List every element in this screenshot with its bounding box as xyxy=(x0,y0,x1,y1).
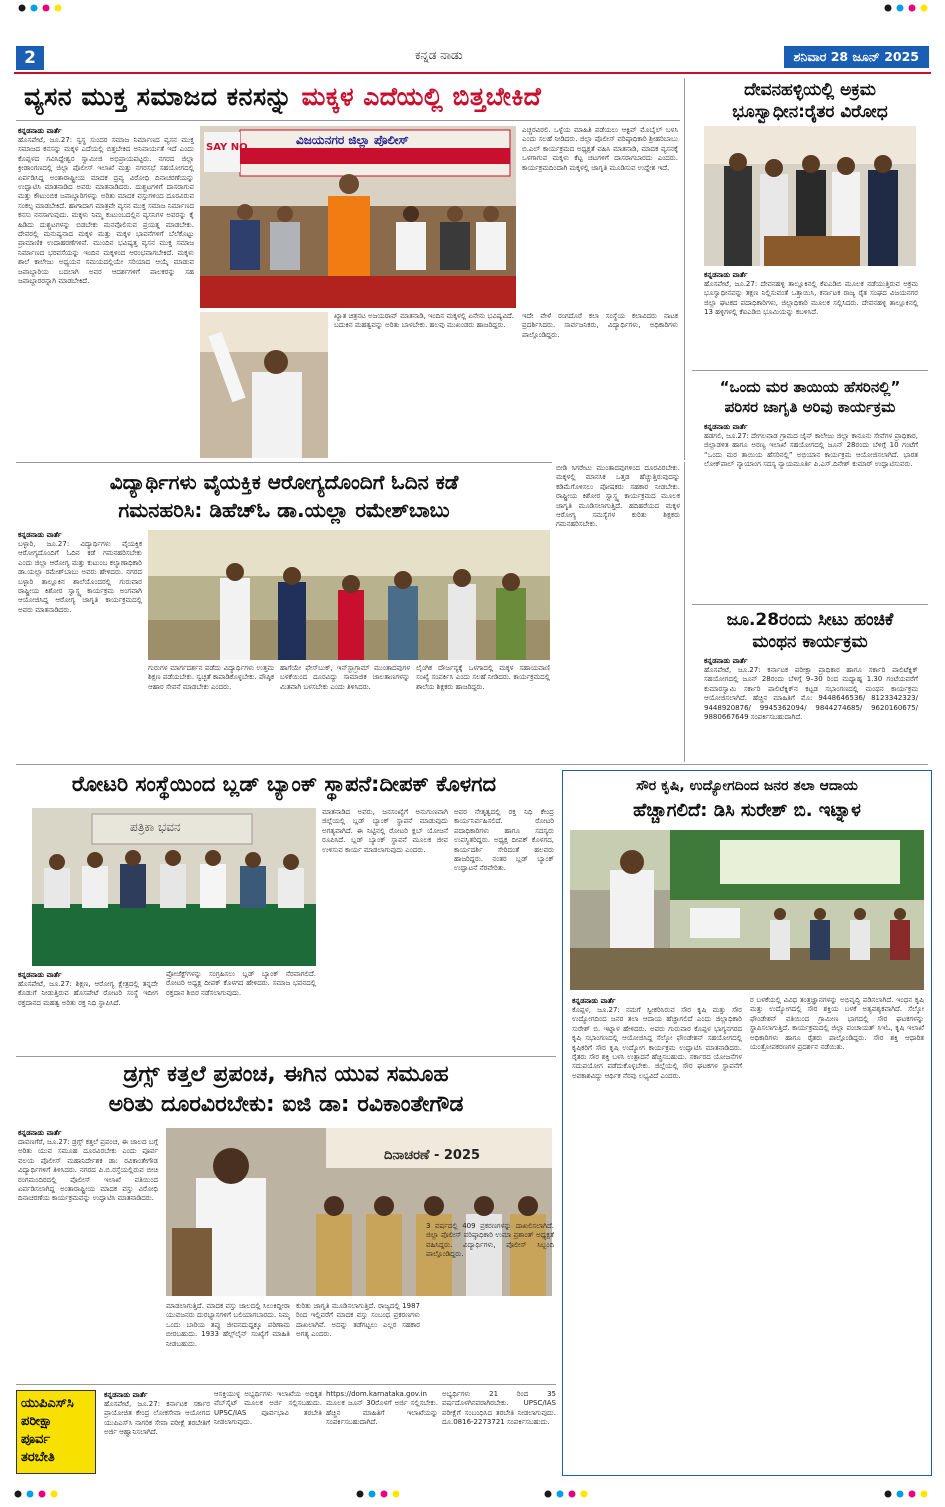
registration-dots-top xyxy=(0,1,945,15)
upsc-box-line-2: ಪರೀಕ್ಷಾ xyxy=(21,1414,53,1429)
story1-photo xyxy=(200,126,516,308)
story5-column-3: ಕುರಿತು ಜಾಗೃತಿ ಮೂಡಿಸಲಾಗುತ್ತಿದೆ. ರಾಜ್ಯದಲ್ಲಿ 1987 ರಿಂದ ಇಲ್ಲಿವರೆಗೆ ಮಾದಕ ವಸ್ತು ಸಂಬಂಧ ಪ್ರಕರಣಗಳು ದಾಖಲಾಗಿವೆ. ಅದನ್ನು ತಡೆಗಟ್ಟಲು ಎಲ್ಲರ ಸಹಕಾರ ಅಗತ್ಯ ಎಂದರು. xyxy=(296,1302,420,1339)
registration-marks-top xyxy=(0,0,945,14)
story2-column-3: ಹಾಗೆಯೇ ಫೇಸ್‌ಬುಕ್, ಇನ್‌ಸ್ಟಾಗ್ರಾಮ್ ಮುಂತಾದವುಗಳ ಬಳಕೆಯಿಂದ ದೂರವಿದ್ದು ಸಾಮಾಜಿಕ ಜಾಲತಾಣಗಳನ್ನು ಮಿತವಾಗಿ ಬಳಸಬೇಕು ಎಂದು ತಿಳಿಸಿದರು. xyxy=(280,664,410,691)
newspaper-brand: ಕನ್ನಡ ನಾಡು xyxy=(415,48,463,62)
sidebar1-body: ಹೊಸಪೇಟೆ, ಜೂ.27: ದೇವನಹಳ್ಳಿ ತಾಲ್ಲೂಕಿನಲ್ಲಿ ಕೆಐಎಡಿಬಿ ಮೂಲಕ ನಡೆಯುತ್ತಿರುವ ಅಕ್ರಮ ಭೂಸ್ವಾಧೀನವನ್ನು ತಕ್ಷಣ ನಿಲ್ಲಿಸುವಂತೆ ಒತ್ತಾಯಿಸಿ, ಕರ್ನಾಟಕ ರಾಜ್ಯ ರೈತ ಸಂಘದ ವಿಜಯನಗರ ಜಿಲ್ಲಾ ಘಟಕದ ಪದಾಧಿಕಾರಿಗಳು, ಜಿಲ್ಲಾಧಿಕಾರಿ ಮೂಲಕ ಸಲ್ಲಿಸಿದರು. ದೇವನಹಳ್ಳಿ ತಾಲ್ಲೂಕಿನಲ್ಲಿ 13 ಹಳ್ಳಿಗಳಲ್ಲಿ ಕೆಐಎಡಿಬಿ ಭೂಮಿಯನ್ನು ಕಬಳಿಸಿದೆ. xyxy=(704,280,918,317)
sidebar3-headline-1: ಜೂ.28ರಂದು ಸೀಟು ಹಂಚಿಕೆ xyxy=(726,610,894,630)
story1-column-4: ಇದೇ ವೇಳೆ ರಂಗದೊರೆ ಕಲಾ ಸಂಸ್ಥೆಯ ಕಲಾವಿದರು ನಾಟಕ ಪ್ರದರ್ಶಿಸಿದರು. ಸಾರ್ವಜನಿಕರು, ವಿದ್ಯಾರ್ಥಿಗಳು, ಅಧಿಕಾರಿಗಳು ಪಾಲ್ಗೊಂಡಿದ್ದರು. xyxy=(522,312,678,339)
sidebar2-rule xyxy=(692,604,928,605)
upsc-box-line-1: ಯುಪಿಎಸ್‌ಸಿ xyxy=(21,1396,74,1411)
story1-headline xyxy=(24,82,541,112)
story1-byline: ಕನ್ನಡನಾಡು ವಾರ್ತೆ xyxy=(18,126,62,135)
story1-headline-black: ವ್ಯಸನ ಮುಕ್ತ ಸಮಾಜದ ಕನಸನ್ನು xyxy=(24,82,302,111)
story4-byline: ಕನ್ನಡನಾಡು ವಾರ್ತೆ xyxy=(572,996,616,1005)
story5-byline: ಕನ್ನಡನಾಡು ವಾರ್ತೆ xyxy=(18,1128,62,1137)
story4-column-1: ಕೊಪ್ಪಳ, ಜೂ.27: ನಮಗೆ ಸ್ವೀಕರಿಸಿರುವ ಸೌರ ಕೃಷಿ ಮತ್ತು ಸೌರ ಉದ್ಯೋಗದಿಂದ ಜನರ ತಲಾ ಆದಾಯ ಹೆಚ್ಚಾಗಲಿದೆ ಎಂದು ಜಿಲ್ಲಾಧಿಕಾರಿ ಸುರೇಶ್ ಬಿ. ಇಟ್ನಾಳ ಹೇಳಿದರು. ಅವರು ಗುರುವಾರ ಕೊಪ್ಪಳ ಭಾಗ್ಯನಗರದ ಕೃಷಿ ಸಭಾಂಗಣದಲ್ಲಿ ಆಯೋಜಿಸಿದ್ದ ಸೆಲ್ಕೋ ಫೌಂಡೇಶನ್ ಸಹಯೋಗದಲ್ಲಿ ಕೃಷಿಕರಿಗೆ ಸೌರ ಕೃಷಿ ಉದ್ಯೋಗ ಕಾರ್ಯಕ್ರಮ ಉದ್ಘಾಟಿಸಿ ಮಾತನಾಡಿದರು. ರೈತರು ಸೌರ ಶಕ್ತಿ ಬಳಸಿ ಉತ್ಪಾದನೆ ಹೆಚ್ಚಿಸಬಹುದು. ಸರ್ಕಾರದ ಯೋಜನೆಗಳ ಸದುಪಯೋಗ ಪಡೆದುಕೊಳ್ಳಬೇಕು. ಜಿಲ್ಲೆಯಲ್ಲಿ ಸೌರ ಘಟಕಗಳ ಸ್ಥಾಪನೆಗೆ ಅವಕಾಶವಿದ್ದು ಆರ್ಥಿಕ ನೆರವು ಲಭ್ಯವಿದೆ ಎಂದರು. xyxy=(572,1006,742,1080)
story5-column-4: 3 ವರ್ಷದಲ್ಲಿ 409 ಪ್ರಕರಣಗಳನ್ನು ದಾಖಲಿಸಲಾಗಿದೆ. ಜಿಲ್ಲಾ ಪೊಲೀಸ್ ವರಿಷ್ಠಾಧಿಕಾರಿ ಉಮಾ ಪ್ರಶಾಂತ್ ಅಧ್ಯಕ್ಷತೆ ವಹಿಸಿದ್ದರು. ವಿದ್ಯಾರ್ಥಿಗಳು, ಪೊಲೀಸ್ ಸಿಬ್ಬಂದಿ ಪಾಲ್ಗೊಂಡಿದ್ದರು. xyxy=(426,1222,554,1259)
story2-photo xyxy=(148,530,550,660)
story2-byline: ಕನ್ನಡನಾಡು ವಾರ್ತೆ xyxy=(18,530,62,539)
sidebar1-rule xyxy=(692,370,928,371)
story3-column-3: ಮಾತನಾಡಿದ ಅವರು, ಜನಸಂಖ್ಯೆಗೆ ಅನುಗುಣವಾಗಿ ಜಿಲ್ಲೆಯಲ್ಲಿ ಬ್ಲಡ್ ಬ್ಯಾಂಕ್ ಸ್ಥಾಪನೆ ಮಾಡುವುದು ಅಗತ್ಯವಾಗಿದೆ. ಈ ನಿಟ್ಟಿನಲ್ಲಿ ರೋಟರಿ ಕ್ಲಬ್ ಯೋಜನೆ ರೂಪಿಸಿದೆ. ಬ್ಲಡ್ ಬ್ಯಾಂಕ್ ಸ್ಥಾಪನೆ ಮೂಲಕ ಜೀವ ಉಳಿಸುವ ಕಾರ್ಯ ಮಾಡಲಾಗುವುದು ಎಂದರು. xyxy=(322,808,448,854)
story4-photo-drawing xyxy=(570,830,924,990)
sidebar3-headline-2: ಮಂಥನ ಕಾರ್ಯಕ್ರಮ xyxy=(752,632,868,652)
story4-headline-1: ಸೌರ ಕೃಷಿ, ಉದ್ಯೋಗದಿಂದ ಜನರ ತಲಾ ಆದಾಯ xyxy=(636,778,858,794)
story2-headline-2: ಗಮನಹರಿಸಿ: ಡಿಹೆಚ್‌ಓ ಡಾ.ಯಲ್ಲಾ ರಮೇಶ್‌ಬಾಬು xyxy=(118,498,450,522)
story3-headline: ರೋಟರಿ ಸಂಸ್ಥೆಯಿಂದ ಬ್ಲಡ್ ಬ್ಯಾಂಕ್ ಸ್ಥಾಪನೆ:ದೀಪಕ್ ಕೊಳಗದ xyxy=(71,772,497,796)
story5-headline-1: ಡ್ರಗ್ಸ್ ಕತ್ತಲೆ ಪ್ರಪಂಚ, ಈಗಿನ ಯುವ ಸಮೂಹ xyxy=(123,1062,449,1087)
sidebar1-photo-drawing xyxy=(704,126,916,266)
story1-column-1: ಹೊಸಪೇಟೆ, ಜೂ.27: ಸ್ವಸ್ಥ ಸುಂದರ ಸಮಾಜ ನಿರ್ಮಾಣದ ವ್ಯಸನ ಮುಕ್ತ ಸಮಾಜದ ಕನಸನ್ನು ಮಕ್ಕಳ ಎದೆಯಲ್ಲಿ ಬಿತ್ತಬೇಕಿದ ಅನಿವಾರ್ಯತೆ ಇದೆ ಎಂದು ಕೊಪ್ಪಳದ ಗವಿಸಿದ್ದೇಶ್ವರ ಸ್ವಾಮೀಜಿ ಅಭಿಪ್ರಾಯಪಟ್ಟರು. ನಗರದ ಜಿಲ್ಲಾ ಕ್ರೀಡಾಂಗಣದಲ್ಲಿ ಜಿಲ್ಲಾ ಪೊಲೀಸ್ ಇಲಾಖೆ ಮತ್ತು ನಗರಸಭೆ ಸಹಯೋಗದಲ್ಲಿ ಏರ್ಪಡಿಸಿದ್ದ ಅಂತಾರಾಷ್ಟ್ರೀಯ ಮಾದಕ ದ್ರವ್ಯ ವಿರೋಧಿ ದಿನಾಚರಣೆಯನ್ನು ಉದ್ಘಾಟಿಸಿ ಮಾತನಾಡಿದ ಅವರು ಮಾತನಾಡಿದರು. ದುಶ್ಚಟಗಳಿಗೆ ದಾಸರಾಗುವ ಮತ್ತು ಕೌಟುಂಬಿಕ ಜವಾಬ್ದಾರಿಗಳನ್ನು ಅರಿತು ಮಾದಕ ವಸ್ತುಗಳಿಂದ ದೂರವಿರುವ ಸಂಕಲ್ಪ ಮಾಡಬೇಕಿದೆ. ಹಾಗಾದಾಗ ಮಾತ್ರವೇ ವ್ಯಸನ ಮುಕ್ತ ಸಮಾಜ ನಿರ್ಮಾಣದ ಕನಸು ನನಸಾಗುವುದು. ಮಕ್ಕಳು ನಿಮ್ಮ ಕುಟುಂಬದಲ್ಲಿನ ವ್ಯಸನಿಗಳ ಅವರನ್ನು ಕೈ ಹಿಡಿದು ದುಶ್ಚಟಗಳನ್ನು ಬಿಡಬೇಕು ಮನವೊಲಿಸುವ ಪ್ರಯತ್ನ ಮಾಡಬೇಕು. ದೇವರಲ್ಲಿ ಮನುಷ್ಯನಾದ ಮಕ್ಕಳ ಮತ್ತು ಮಕ್ಕಳ ಭಾವನೆಗಳಿಗೆ ಬೆಲೆಕೊಟ್ಟು ಪ್ರಾಮಾಣಿಕ ಉದಾಹರಣೆಗಳಿವೆ. ಮುಂದಿನ ಭವಿಷ್ಯತ್ತ ವ್ಯಸನ ಮುಕ್ತ ಸಮಾಜ ನಿರ್ಮಾಣದ ಭರವಸೆಯನ್ನು ಇಂದಿನ ಮಕ್ಕಳಿಂದ ಆರಂಭವಾಗಬೇಕಿದೆ. ಮಕ್ಕಳು ಶಾಲೆ ಕಾಲೇಜು ಅಧ್ಯಯನ ಸಮಯದಲ್ಲಿಯೇ ಸರಿಯಾದ ಆಯ್ಕೆ ಮಾಡುವ ಜವಾಬ್ದಾರಿಯ ಬದಲಾಗಿ ಅವರ ಆದರ್ಶಗಳಿಗೆ ಪಾಲಕರನ್ನು ಸಹ ಜವಾಬ್ದಾರರನ್ನಾಗಿ ಮಾಡಬೇಕಿದೆ. xyxy=(18,136,194,286)
sidebar2-headline-1: “ಒಂದು ಮರ ತಾಯಿಯ ಹೆಸರಿನಲ್ಲಿ” xyxy=(719,378,901,396)
dateline: ಶನಿವಾರ 28 ಜೂನ್ 2025 xyxy=(784,46,929,68)
story3-photo-banner: ಪತ್ರಿಕಾ ಭವನ xyxy=(130,820,181,834)
registration-dots-bottom xyxy=(0,1486,945,1502)
story5-banner-text: ದಿನಾಚರಣೆ - 2025 xyxy=(384,1148,481,1163)
story1-headline-rule xyxy=(16,120,680,121)
story6-column-2: ಆಸಕ್ತಿಯುಳ್ಳ ಅಭ್ಯರ್ಥಿಗಳು ಇಲಾಖೆಯ ಅಧಿಕೃತ ವೆಬ್‌ಸೈಟ್ ಮೂಲಕ ಅರ್ಜಿ ಸಲ್ಲಿಸಬಹುದು. UPSC/IAS ಪೂರ್ವಭಾವಿ ತರಬೇತಿ ನೀಡಲಾಗುವುದು. xyxy=(214,1390,322,1427)
story6-column-1: ಹೊಸಪೇಟೆ, ಜೂ.27: ಕರ್ನಾಟಕ ಸರ್ಕಾರ ಪ್ರಾಯೋಜಿತ ಕೇಂದ್ರ ಲೋಕಸೇವಾ ಆಯೋಗದ ಯುಪಿಎಸ್‌ಸಿ ನಾಗರಿಕ ಸೇವಾ ಪರೀಕ್ಷೆ ತರಬೇತಿಗೆ ಅರ್ಜಿ ಆಹ್ವಾನಿಸಲಾಗಿದೆ. xyxy=(104,1400,210,1437)
upsc-highlight-box xyxy=(16,1390,96,1474)
sidebar1-photo xyxy=(704,126,916,266)
story6-byline: ಕನ್ನಡನಾಡು ವಾರ್ತೆ xyxy=(104,1390,148,1399)
sidebar1-headline-1: ದೇವನಹಳ್ಳಿಯಲ್ಲಿ ಅಕ್ರಮ xyxy=(744,80,876,100)
sidebar3-byline: ಕನ್ನಡನಾಡು ವಾರ್ತೆ xyxy=(704,656,748,665)
story1-bottom-rule xyxy=(16,462,552,463)
sidebar1-headline-2: ಭೂಸ್ವಾಧೀನ:ರೈತರ ವಿರೋಧ xyxy=(732,102,888,122)
upsc-box-line-4: ತರಬೇತಿ xyxy=(21,1450,55,1465)
story1-column-3: ಖ್ಯಾತ ಚಿತ್ರನಟ ಅಜಯರಾವ್ ಮಾತನಾಡಿ, ಇಂದಿನ ಮಕ್ಕಳಲ್ಲಿ ಏನೇನು ಭವಿಷ್ಯವಿದೆ. ಬದುಕಿನ ಮಹತ್ವವನ್ನು ಅರಿತು ಬಾಳಬೇಕು. ಹಲವು ಮುಖಂಡರು ಹಾಜರಿದ್ದರು. xyxy=(334,312,514,330)
story4-headline-2: ಹೆಚ್ಚಾಗಲಿದೆ: ಡಿಸಿ ಸುರೇಶ್ ಬಿ. ಇಟ್ನಾಳ xyxy=(633,800,861,821)
story3-column-2: ಪ್ರೋಜೆಕ್ಟ್‌ಗಳನ್ನು ಸಂಗ್ರಹಿಸಲು ಬ್ಲಡ್ ಬ್ಯಾಂಕ್ ನೆರವಾಗಲಿದೆ. ರೋಟರಿ ಅಧ್ಯಕ್ಷ ದೀಪಕ್ ಕೊಳಗದ ಹೇಳಿದರು. ಸಮಾಜ ಭವನದಲ್ಲಿ ರಕ್ತದಾನ ಶಿಬಿರ ನಡೆಸಲಾಗುವುದು. xyxy=(166,970,316,997)
story1-photo-drawing xyxy=(200,126,516,308)
say-no-drugs-icon: SAY NO xyxy=(206,142,248,153)
story4-column-2: ರ ಬಳಕೆಯಲ್ಲಿ ವಿವಿಧ ತಂತ್ರಜ್ಞಾನಗಳನ್ನು ಅಭಿವೃದ್ಧಿ ಪಡಿಸಲಾಗಿದೆ. ಇಂಧನ ಕೃಷಿ ಮತ್ತು ಉದ್ಯೋಗದಲ್ಲಿ ಸೌರ ಶಕ್ತಿಯ ಬಳಕೆ ಅತ್ಯವಶ್ಯಕವಾಗಿದೆ. ಸೆಲ್ಕೋ ಫೌಂಡೇಶನ್ ವತಿಯಿಂದ ಗ್ರಾಮೀಣ ಭಾಗದಲ್ಲಿ ಸೌರ ಘಟಕಗಳನ್ನು ಸ್ಥಾಪಿಸಲಾಗುತ್ತಿದೆ. ಕಾರ್ಯಕ್ರಮದಲ್ಲಿ ಜಿಲ್ಲಾ ಪಂಚಾಯತ್ ಸಿಇಓ, ಕೃಷಿ ಇಲಾಖೆ ಅಧಿಕಾರಿಗಳು ಹಾಗೂ ರೈತರು ಪಾಲ್ಗೊಂಡಿದ್ದರು. ಸೌರ ಶಕ್ತಿ ಆಧಾರಿತ ಯಂತ್ರೋಪಕರಣಗಳ ಪ್ರದರ್ಶನ ನಡೆಯಿತು. xyxy=(750,996,924,1052)
page-number: 2 xyxy=(16,46,44,70)
story2-sidebar-divider xyxy=(684,462,685,762)
story3-bottom-rule xyxy=(16,1056,556,1057)
story5-column-2: ಮಾಡಲಾಗುತ್ತಿದೆ. ಮಾದಕ ವಸ್ತು ಜಾಲದಲ್ಲಿ ಸಿಲುಕಿದ್ದೀರಾ ಯುವಜನರು ದುರಭ್ಯಾಸಗಳಿಗೆ ಬಲಿಯಾಗಬಾರದು. ನಿಮ್ಮ ಒಂದು ಬಾರಿಯ ತಪ್ಪು ಜೀವನದುದ್ದಕ್ಕೂ ಪರಿಣಾಮ ಬೀರಬಹುದು. 1933 ಹೆಲ್ಪ್‌ಲೈನ್ ಸಂಖ್ಯೆಗೆ ಮಾಹಿತಿ ನೀಡಬಹುದು. xyxy=(166,1302,290,1348)
story5-column-1: ದಾವಣಗೆರೆ, ಜೂ.27: ಡ್ರಗ್ಸ್ ಕತ್ತಲೆ ಪ್ರಪಂಚ, ಈ ಜಾಲದ ಬಗ್ಗೆ ಅರಿತು ಯುವ ಸಮೂಹ ದೂರವಿರಬೇಕು ಎಂದು ಪೂರ್ವ ವಲಯ ಪೊಲೀಸ್ ಮಹಾನಿರ್ದೇಶಕ ಡಾ: ರವಿಕಾಂತೇಗೌಡ ವಿದ್ಯಾರ್ಥಿಗಳಿಗೆ ತಿಳಿಸಿದರು. ನಗರದ ಪಿ.ಬಿ.ರಸ್ತೆಯಲ್ಲಿರುವ ಬೀಚಿ ರಂಗಮಂದಿರದಲ್ಲಿ ಪೊಲೀಸ್ ಇಲಾಖೆ ವತಿಯಿಂದ ಏರ್ಪಡಿಸಲಾಗಿದ್ದ ಅಂತಾರಾಷ್ಟ್ರೀಯ ಮಾದಕ ವಸ್ತು ವಿರೋಧಿ ದಿನಾಚರಣೆಯ ಕಾರ್ಯಕ್ರಮವನ್ನು ಉದ್ಘಾಟಿಸಿ ಮಾತನಾಡಿದರು. xyxy=(18,1138,158,1203)
story1-banner-text: ವಿಜಯನಗರ ಜಿಲ್ಲಾ ಪೊಲೀಸ್ xyxy=(296,133,409,147)
story5-bottom-rule xyxy=(16,1384,556,1385)
sidebar2-byline: ಕನ್ನಡನಾಡು ವಾರ್ತೆ xyxy=(704,422,748,431)
upsc-box-line-3: ಪೂರ್ವ xyxy=(21,1432,51,1447)
story2-column-2: ಗುರುಗಳ ಮಾರ್ಗದರ್ಶನ ಪಡೆದು ವಿದ್ಯಾರ್ಥಿಗಳು ಉತ್ತಮ ಶಿಕ್ಷಣ ಪಡೆಯಬೇಕು. ಸ್ವಚ್ಛತೆ ಕಾಪಾಡಿಕೊಳ್ಳಬೇಕು. ಪೌಷ್ಠಿಕ ಆಹಾರ ಸೇವನೆ ಮಾಡಬೇಕು ಎಂದರು. xyxy=(148,664,274,691)
sidebar2-body: ಹಡಗಲಿ, ಜೂ.27: ದೇಗಲವಾಡ ಗ್ರಾಮದ ಜೈನ್ ಕಾಲೇಜು ಜಿಲ್ಲಾ ಕಾನೂನು ಸೇವೆಗಳ ಪ್ರಾಧಿಕಾರ, ಜಿಲ್ಲಾಡಳಿತ ಹಾಗೂ ಅರಣ್ಯ ಇಲಾಖೆ ಸಹಯೋಗದಲ್ಲಿ ಜೂನ್ 28ರಂದು ಬೆಳಿಗ್ಗೆ 10 ಗಂಟೆಗೆ “ಒಂದು ಮರ ತಾಯಿಯ ಹೆಸರಿನಲ್ಲಿ” ಅಭಿಯಾನ ಕಾರ್ಯಕ್ರಮ ಆಯೋಜಿಸಲಾಗಿದೆ. ಭಾರತ ಲೋಕ್‌ಪಾಲ್ ನ್ಯಾಯಾಂಗ ಸದಸ್ಯ ನ್ಯಾಯಮೂರ್ತಿ ಪಿ.ಎಸ್.ದಿನೇಶ್ ಕುಮಾರ್ ಉದ್ಘಾಟಿಸುವರು. xyxy=(704,432,918,469)
story1-column-2: ಎಚ್ಚರವಿರಲಿ. ಒಳ್ಳೆಯ ಮಾಹಿತಿ ಪಡೆಯಲು ಆಕ್ಟಿವ್ ಮೊಬೈಲ್ ಬಳಸಿ ಎಂದು ಸಲಹೆ ನೀಡಿದರು. ಜಿಲ್ಲಾ ಪೊಲೀಸ್ ವರಿಷ್ಠಾಧಿಕಾರಿ ಶ್ರೀಹರಿಬಾಬು ಬಿ.ಎಲ್ ಕಾರ್ಯಕ್ರಮದ ಅಧ್ಯಕ್ಷತೆ ವಹಿಸಿ ಮಾತನಾಡಿ, ಮಾದಕ ವ್ಯಸನಕ್ಕೆ ಒಳಗಾಗುವ ಮಕ್ಕಳು ಕೆಟ್ಟ ಚಟಗಳಿಗೆ ದಾಸರಾಗಬಾರದು ಎಂದರು. ಕಾರ್ಯಕ್ರಮದಿಂದಾಗಿ ಮಕ್ಕಳಲ್ಲಿ ಜಾಗೃತಿ ಮೂಡಿಸುವ ಉದ್ದೇಶ ಇದೆ. xyxy=(522,126,678,172)
story1-photo-2 xyxy=(200,312,328,458)
story2-photo-drawing xyxy=(148,530,550,660)
story2-headline-1: ವಿದ್ಯಾರ್ಥಿಗಳು ವೈಯಕ್ತಿಕ ಆರೋಗ್ಯದೊಂದಿಗೆ ಓದಿನ ಕಡೆ xyxy=(109,470,459,494)
story6-column-4: ಅಭ್ಯರ್ಥಿಗಳು 21 ರಿಂದ 35 ವರ್ಷದೊಳಗಿನವರಾಗಿರಬೇಕು. UPSC/IAS ಪರೀಕ್ಷೆಗೆ ಸಂಬಂಧಿಸಿದ ತರಬೇತಿ ನೀಡಲಾಗುವುದು. ದೂ.0816-2273721 ಸಂಪರ್ಕಿಸಬಹುದು. xyxy=(442,1390,556,1427)
story6-column-3: https://dom.karnataka.gov.in ಮೂಲಕ ಜೂನ್ 30ರೊಳಗೆ ಅರ್ಜಿ ಸಲ್ಲಿಸಬೇಕು. ಹೆಚ್ಚಿನ ಮಾಹಿತಿಗೆ ಇಲಾಖೆಯನ್ನು ಸಂಪರ್ಕಿಸಬಹುದಾಗಿದೆ. xyxy=(326,1390,438,1427)
story2-bottom-rule xyxy=(16,764,928,765)
story5-headline-2: ಅರಿತು ದೂರವಿರಬೇಕು: ಐಜಿ ಡಾ: ರವಿಕಾಂತೇಗೌಡ xyxy=(108,1092,464,1117)
sidebar3-body: ಹೊಸಪೇಟೆ, ಜೂ.27: ಕರ್ನಾಟಕ ಪರೀಕ್ಷಾ ಪ್ರಾಧಿಕಾರ ಹಾಗೂ ಸರ್ಕಾರಿ ಪಾಲಿಟೆಕ್ನಿಕ್ ಸಹಯೋಗದಲ್ಲಿ ಜೂನ್ 28ರಂದು ಬೆಳಿಗ್ಗೆ 9–30 ರಿಂದ ಮಧ್ಯಾಹ್ನ 1.30 ಗಂಟೆಯವರೆಗೆ ಕುಮಾರಸ್ವಾಮಿ ಸರ್ಕಾರಿ ಪಾಲಿಟೆಕ್ನಿಕ್‌ನ ಕಟ್ಟಡ ಸಭಾಂಗಣದಲ್ಲಿ ಮಂಥನ ಕಾರ್ಯಕ್ರಮ ಆಯೋಜಿಸಲಾಗಿದೆ. ಹೆಚ್ಚಿನ ಮಾಹಿತಿಗೆ ಮೊ: 9448646536/ 8123342323/ 9448920876/ 9945362094/ 9844274685/ 9620160675/ 9880667649 ಸಂಪರ್ಕಿಸಬಹುದಾಗಿದೆ. xyxy=(704,666,918,722)
story3-column-1: ಹೊಸಪೇಟೆ, ಜೂ.27: ಶಿಕ್ಷಣ, ಆರೋಗ್ಯ ಕ್ಷೇತ್ರದಲ್ಲಿ ತನ್ನದೇ ಕೊಡುಗೆ ನೀಡುತ್ತಿರುವ ಹೊಸಪೇಟೆ ರೋಟರಿ ಸಂಸ್ಥೆ ಇದೀಗ ರಕ್ತದಾನದ ಮಹತ್ವ ಅರಿತು ರಕ್ತ ನಿಧಿ ಸ್ಥಾಪಿಸಿದೆ. xyxy=(18,980,158,1007)
sidebar2-headline-2: ಪರಿಸರ ಜಾಗೃತಿ ಅರಿವು ಕಾರ್ಯಕ್ರಮ xyxy=(724,398,896,416)
story1-photo-2-drawing xyxy=(200,312,328,458)
registration-marks-bottom xyxy=(0,1486,945,1502)
story3-byline: ಕನ್ನಡನಾಡು ವಾರ್ತೆ xyxy=(18,970,62,979)
story4-photo xyxy=(570,830,924,990)
story2-column-4: ಲೈಂಗಿಕ ದೌರ್ಜನ್ಯಕ್ಕೆ ಒಳಗಾದಲ್ಲಿ ಮಕ್ಕಳ ಸಹಾಯವಾಣಿ ಸಂಖ್ಯೆ ಸಂಪರ್ಕಿಸಿ ಎಂದು ಸಲಹೆ ನೀಡಿದರು. ಕಾರ್ಯಕ್ರಮದಲ್ಲಿ ಶಾಲೆಯ ಶಿಕ್ಷಕರು ಹಾಜರಿದ್ದರು. xyxy=(416,664,550,691)
story2-column-5: ಬೀಡಿ ಸಿಗರೇಟು ಮುಂತಾದವುಗಳಿಂದ ದೂರವಿರಬೇಕು. ಮಕ್ಕಳಲ್ಲಿ ಮಾನಸಿಕ ಒತ್ತಡ ಹೆಚ್ಚುತ್ತಿರುವುದನ್ನು ಕಡಿಮೆಗೊಳಿಸಲು ಪೋಷಕರು ಸಹಕಾರ ನೀಡಬೇಕು. ರಾಷ್ಟ್ರೀಯ ಕಿಶೋರ ಸ್ವಾಸ್ಥ್ಯ ಕಾರ್ಯಕ್ರಮದ ಮೂಲಕ ಜಾಗೃತಿ ಮೂಡಿಸಲಾಗುತ್ತಿದೆ. ಹದಿಹರೆಯದ ಮಕ್ಕಳ ಆರೋಗ್ಯ ಸಮಸ್ಯೆಗಳ ಕುರಿತು ಶಿಕ್ಷಕರು ಗಮನಹರಿಸಬೇಕು. xyxy=(556,464,680,529)
story3-column-4: ಅವರ ನೇತೃತ್ವದಲ್ಲಿ ರಕ್ತ ನಿಧಿ ಕೇಂದ್ರ ಕಾರ್ಯನಿರ್ವಹಿಸಲಿದೆ. ರೋಟರಿ ಪದಾಧಿಕಾರಿಗಳು ಹಾಗೂ ಸದಸ್ಯರು ಉಪಸ್ಥಿತರಿದ್ದರು. ಅಧ್ಯಕ್ಷ ದೀಪಕ್ ಕೊಳಗದ, ಕಾರ್ಯದರ್ಶಿ ಸೇರಿದಂತೆ ಹಲವರು ಹಾಜರಿದ್ದರು. ನಂತರ ಬ್ಲಡ್ ಬ್ಯಾಂಕ್ ಉದ್ಘಾಟನೆ ನೆರವೇರಿತು. xyxy=(454,808,554,873)
story1-headline-red: ಮಕ್ಕಳ ಎದೆಯಲ್ಲಿ ಬಿತ್ತಬೇಕಿದೆ xyxy=(301,82,542,111)
story2-column-1: ಬಳ್ಳಾರಿ, ಜೂ.27: ವಿದ್ಯಾರ್ಥಿಗಳು ವೈಯಕ್ತಿಕ ಆರೋಗ್ಯದೊಂದಿಗೆ ಓದಿನ ಕಡೆ ಗಮನಹರಿಸಬೇಕು ಎಂದು ಜಿಲ್ಲಾ ಆರೋಗ್ಯ ಮತ್ತು ಕುಟುಂಬ ಕಲ್ಯಾಣಾಧಿಕಾರಿ ಡಾ.ಯಲ್ಲಾ ರಮೇಶ್‌ಬಾಬು ಅವರು ಹೇಳಿದರು. ನಗರದ ಬಳ್ಳಾರಿ ತಾಲ್ಲೂಕಿನ ಶಾಲೆಯೊಂದರಲ್ಲಿ ಗುರುವಾರ ರಾಷ್ಟ್ರೀಯ ಕಿಶೋರ ಸ್ವಾಸ್ಥ್ಯ ಕಾರ್ಯಕ್ರಮ ಅಂಗವಾಗಿ ಆಯೋಜಿಸಿದ್ದ ಆರೋಗ್ಯ ಜಾಗೃತಿ ಕಾರ್ಯಕ್ರಮದಲ್ಲಿ ಅವರು ಮಾತನಾಡಿದರು. xyxy=(18,540,142,614)
sidebar-divider xyxy=(684,78,685,460)
story3-photo xyxy=(32,808,316,966)
sidebar1-byline: ಕನ್ನಡನಾಡು ವಾರ್ತೆ xyxy=(704,270,748,279)
